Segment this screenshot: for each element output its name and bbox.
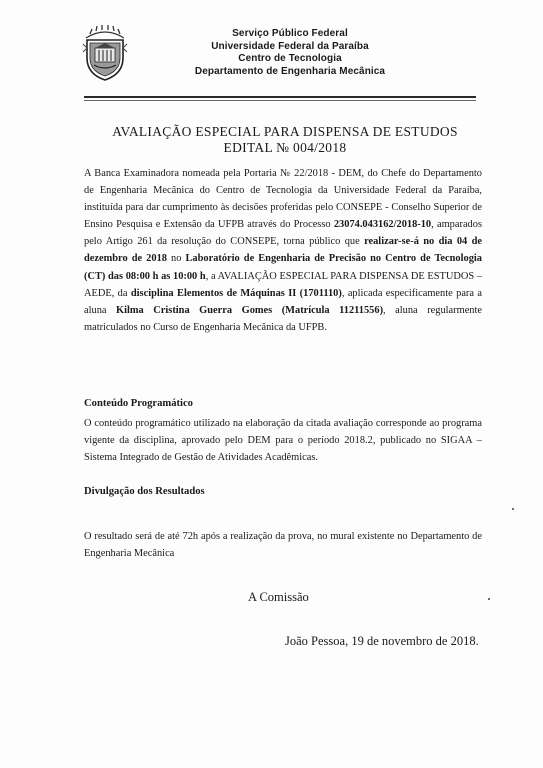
- place-and-date: João Pessoa, 19 de novembro de 2018.: [285, 634, 479, 648]
- p1-course: disciplina Elementos de Máquinas II (1701110): [130, 287, 342, 299]
- p1-text-1: A Banca Examinadora nomeada pela Portaria № 22/2018 - DEM, do Chefe do Departamento de Engenharia Mecânica do Centro de Tecnologia da Universidade Federal da Paraíba, instituída para dar cumprimento às decisões proferidas pelo CONSEPE - Conselho Superior de Ensino Pesquisa e Extensão da UFPB através do Processo: [84, 168, 482, 231]
- committee-signoff: A Comissão: [248, 590, 309, 604]
- header-divider: [84, 96, 476, 98]
- scan-speck: [488, 598, 490, 600]
- p1-student: Kilma Cristina Guerra Gomes (Matrícula 11211556): [116, 304, 384, 316]
- institution-header: [170, 28, 410, 78]
- header-line-department: Departamento de Engenharia Mecânica: [194, 65, 386, 77]
- p1-text-5: , aplicada especificamente para a aluna: [84, 287, 482, 316]
- paragraph-results: O resultado será de até 72h após a realização da prova, no mural existente no Departamento de Engenharia Mecânica: [84, 531, 482, 560]
- header-line-service: Serviço Público Federal: [232, 28, 348, 39]
- paragraph-content: O conteúdo programático utilizado na elaboração da citada avaliação corresponde ao programa vigente da disciplina, aprovado pelo DEM para o período 2018.2, publicado no SIGAA – Sistema Integrado de Gestão de Atividades Acadêmicas.: [84, 418, 482, 464]
- title-line-2: EDITAL № 004/2018: [223, 140, 347, 155]
- p1-text-2: , amparados pelo Artigo 261 da resolução do CONSEPE, torna público que: [84, 219, 482, 248]
- header-line-university: Universidade Federal da Paraíba: [211, 40, 369, 52]
- section-heading-content: Conteúdo Programático: [84, 398, 193, 409]
- p1-exam-location: Laboratório de Engenharia de Precisão no Centro de Tecnologia (CT) das 08:00 h as 10:00 h: [84, 253, 482, 282]
- section-heading-results: Divulgação dos Resultados: [84, 486, 205, 497]
- ufpb-seal-icon: [80, 24, 130, 82]
- title-line-1: AVALIAÇÃO ESPECIAL PARA DISPENSA DE ESTUDOS: [112, 124, 458, 139]
- document-title: [60, 124, 510, 156]
- paragraph-announcement: [84, 165, 482, 336]
- p1-exam-date: realizar-se-á no dia 04 de dezembro de 2018: [84, 236, 482, 265]
- p1-text-6: , aluna regularmente matriculados no Curso de Engenharia Mecânica da UFPB.: [84, 304, 483, 333]
- p1-text-4: , a AVALIAÇÃO ESPECIAL PARA DISPENSA DE ESTUDOS – AEDE, da: [84, 270, 482, 299]
- header-divider-thin: [84, 100, 476, 101]
- p1-text-3: no: [166, 253, 186, 265]
- p1-process-number: 23074.043162/2018-10: [333, 219, 432, 231]
- header-line-center: Centro de Tecnologia: [238, 53, 342, 64]
- scan-speck: [512, 508, 514, 510]
